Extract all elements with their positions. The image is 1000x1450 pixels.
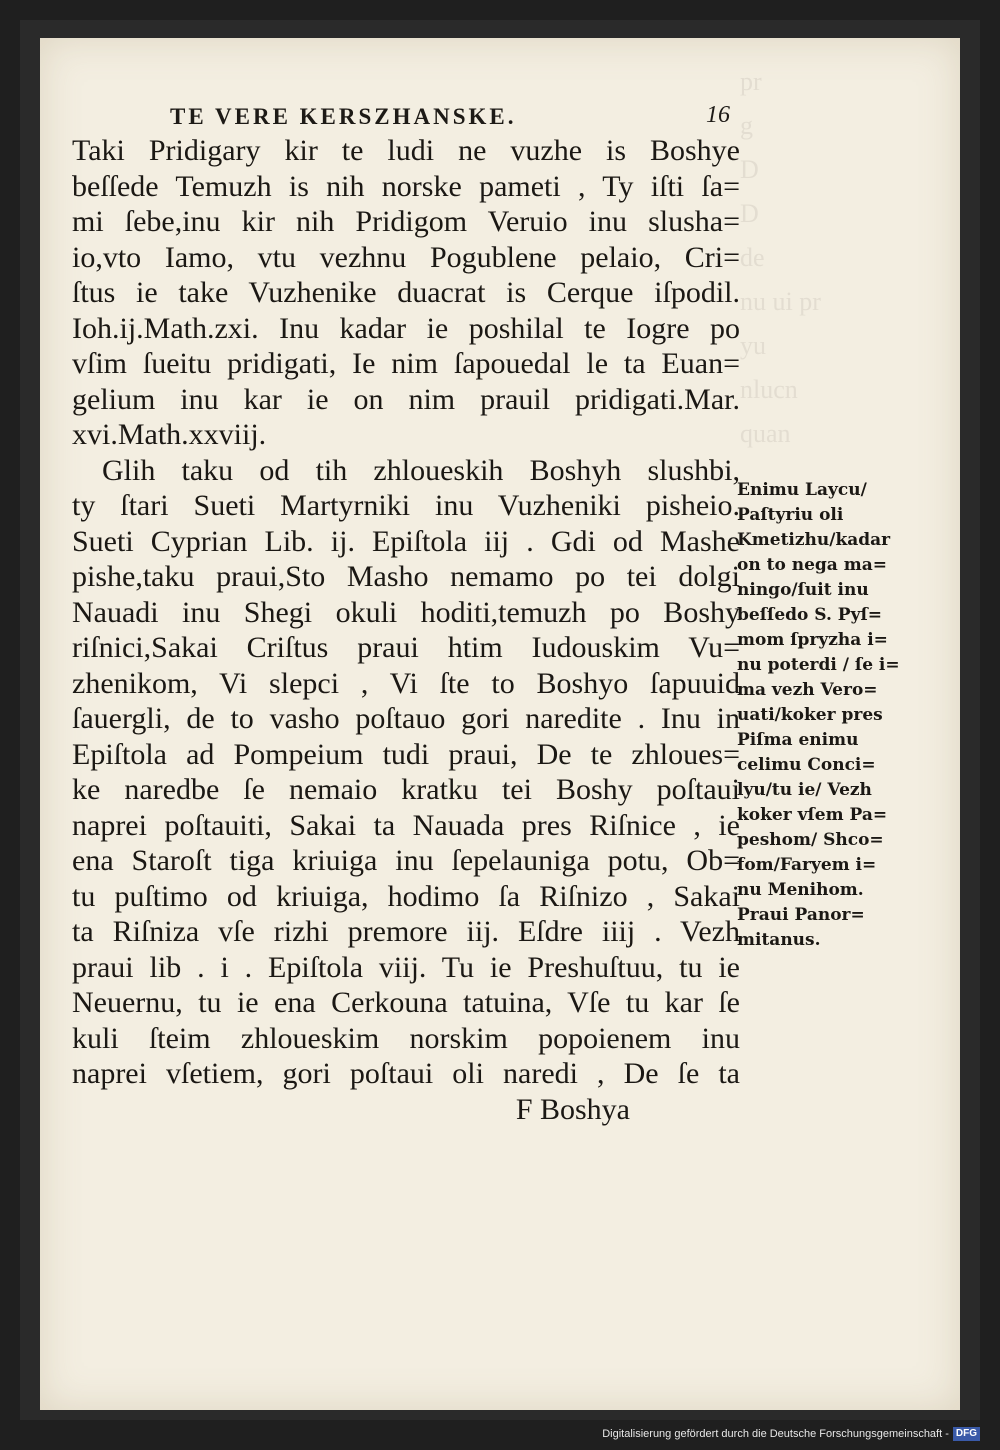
marginal-line: Praui Panor= [737,905,865,925]
bleed-line: D [740,199,759,228]
bleed-line: g [740,111,753,140]
marginal-line: Kmetizhu/kadar [737,530,891,550]
marginal-line: koker vſem Pa= [737,805,888,825]
text-line: vſim ſueitu pridigati, Ie nim ſapouedal le ta Euan= [72,347,740,380]
bleed-line: nlucn [740,375,798,404]
text-line: pishe,taku praui,Sto Masho nemamo po tei dolgi [72,560,740,593]
bleed-line: yu [740,331,766,360]
running-head [170,104,730,134]
text-line: gelium inu kar ie on nim prauil pridigati.Mar. [72,382,740,416]
text-line: praui lib . i . Epiſtola viij. Tu ie Preshuſtuu, tu ie [72,950,740,984]
digitization-credit [600,1424,980,1444]
text-line: Epiſtola ad Pompeium tudi praui, De te zhloues= [72,737,740,771]
marginal-line: peshom/ Shco= [737,830,884,850]
marginal-line: nu Menihom. [737,880,864,900]
bleed-line: nu ui pr [740,287,821,316]
text-line: mi ſebe,inu kir nih Pridigom Veruio inu slusha= [72,205,740,238]
text-line: kuli ſteim zhloueskim norskim popoienem inu [72,1021,740,1055]
running-title: TE VERE KERSZHANSKE. [170,104,517,129]
marginal-line: fom/Faryem i= [737,855,877,875]
marginal-line: on to nega ma= [737,555,887,575]
text-line: zhenikom, Vi slepci , Vi ſte to Boshyo ſapuuid [72,666,740,700]
text-line: ty ſtari Sueti Martyrniki inu Vuzheniki pisheio. [72,489,740,522]
text-line: ſauergli, de to vasho poſtauo gori naredite . Inu in [72,702,740,735]
marginal-line: lyu/tu ie/ Vezh [737,780,872,800]
marginal-line: Paſtyriu oli [737,505,844,525]
marginal-line: celimu Conci= [737,755,876,775]
bleed-line: quan [740,419,791,448]
text-line: naprei vſetiem, gori poſtaui oli naredi , De ſe ta [72,1057,740,1090]
catchword-line: F Boshya [515,1092,630,1126]
text-line: ta Riſniza vſe rizhi premore iij. Eſdre iiij . Vezh [72,915,740,948]
paragraph-start-line: Glih taku od tih zhloueskih Boshyh slushbi, [102,453,740,487]
text-line: ke naredbe ſe nemaio kratku tei Boshy poſtaui [72,773,740,806]
text-line: ſtus ie take Vuzhenike duacrat is Cerque iſpodil. [72,276,740,309]
marginal-line: ningo/ſuit inu [737,580,869,600]
bleed-line: D [740,155,759,184]
main-text-block [72,133,740,1127]
text-line: xvi.Math.xxviij. [72,418,267,451]
marginal-line: mitanus. [737,930,821,950]
marginal-line: uati/koker pres [737,705,883,725]
text-line: io,vto Iamo, vtu vezhnu Pogublene pelaio, Cri= [72,240,740,274]
text-line: Nauadi inu Shegi okuli hoditi,temuzh po Boshy [72,595,740,629]
bleed-line: pr [740,67,762,96]
marginal-line: nu poterdi / ſe i= [737,655,900,675]
text-line: riſnici,Sakai Criſtus praui htim Iudouskim Vu= [72,631,740,664]
text-line: Neuernu, tu ie ena Cerkouna tatuina, Vſe tu kar ſe [72,986,740,1019]
text-line: Taki Pridigary kir te ludi ne vuzhe is Boshye [72,134,740,167]
bleed-through-text [740,60,960,1160]
dfg-logo-icon: DFG [953,1427,980,1441]
bleed-line: de [740,243,765,272]
text-line: tu puſtimo od kriuiga, hodimo ſa Riſnizo , Sakai [72,879,740,913]
folio-number: 16 [706,102,730,128]
text-line: Sueti Cyprian Lib. ij. Epiſtola iij . Gdi od Mashe [72,524,740,558]
text-line: beſſede Temuzh is nih norske pameti , Ty iſti ſa= [72,169,740,203]
text-line: ena Staroſt tiga kriuiga inu ſepelauniga potu, Ob= [72,844,740,877]
marginal-line: Piſma enimu [737,730,859,750]
credit-text: Digitalisierung gefördert durch die Deutsche Forschungsgemeinschaft - [602,1428,949,1440]
marginal-line: mom ſpryzha i= [737,630,888,650]
text-line: Ioh.ij.Math.zxi. Inu kadar ie poshilal te Iogre po [72,311,740,345]
marginal-line: ma vezh Vero= [737,680,878,700]
marginal-line: beſſedo S. Pyſ= [737,605,883,625]
marginal-line: Enimu Laycu/ [737,480,867,500]
text-line: naprei poſtauiti, Sakai ta Nauada pres Riſnice , ie [72,808,740,842]
